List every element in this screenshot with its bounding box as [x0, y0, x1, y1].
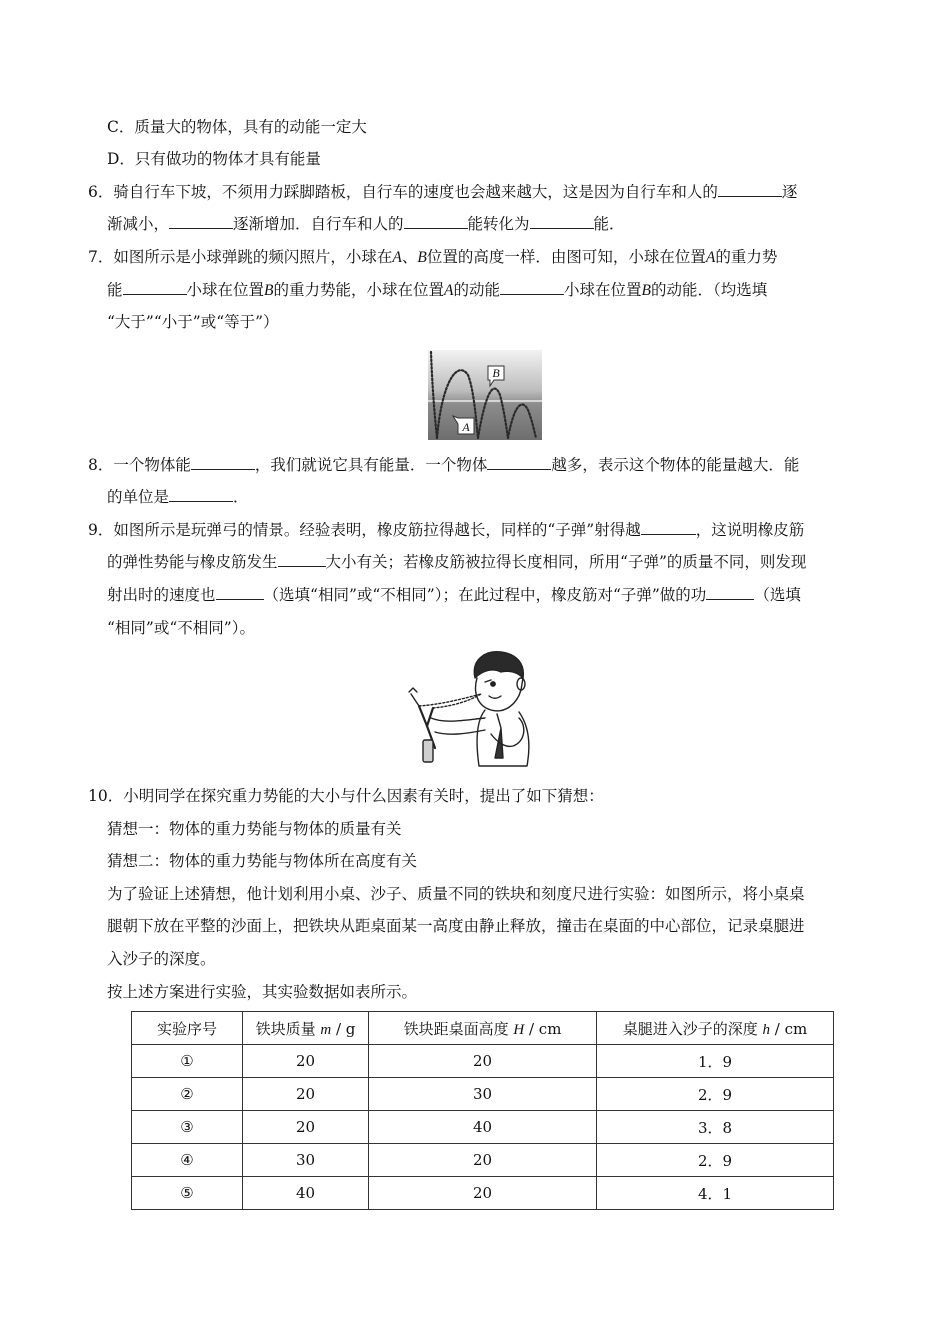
answer-blank[interactable]	[123, 280, 187, 295]
table-row	[132, 1111, 834, 1144]
q7-line3: “大于”“小于”或“等于”）	[107, 313, 279, 331]
bouncing-ball-figure	[428, 350, 542, 440]
q10-guess1: 猜想一：物体的重力势能与物体的质量有关	[107, 820, 402, 838]
header-mass: 铁块质量 m / g	[243, 1012, 369, 1045]
bouncing-ball-photo	[428, 350, 542, 440]
cell-trial: ②	[132, 1078, 243, 1111]
q10-para-line4: 按上述方案进行实验，其实验数据如表所示。	[107, 983, 418, 1001]
option-d: D．只有做功的物体才具有能量	[107, 150, 321, 168]
option-c: C．质量大的物体，具有的动能一定大	[107, 118, 367, 136]
table-row	[132, 1144, 834, 1177]
answer-blank[interactable]	[404, 214, 468, 229]
cell-mass: 20	[243, 1045, 369, 1078]
answer-blank[interactable]	[641, 520, 696, 535]
slingshot-figure	[405, 648, 540, 773]
slingshot-boy-illustration	[405, 648, 540, 773]
table-row	[132, 1177, 834, 1210]
answer-blank[interactable]	[216, 585, 264, 600]
cell-depth: 2．9	[597, 1144, 834, 1177]
cell-height: 20	[369, 1144, 597, 1177]
answer-blank[interactable]	[487, 455, 551, 470]
answer-blank[interactable]	[718, 182, 782, 197]
label-a-text: A	[462, 420, 470, 434]
q9-line2: 的弹性势能与橡皮筋发生 大小有关；若橡皮筋被拉得长度相同，所用“子弹”的质量不同，则发现	[107, 553, 807, 571]
cell-height: 30	[369, 1078, 597, 1111]
answer-blank[interactable]	[169, 214, 233, 229]
table-header-row	[132, 1012, 834, 1045]
header-height: 铁块距桌面高度 H / cm	[369, 1012, 597, 1045]
cell-height: 40	[369, 1111, 597, 1144]
answer-blank[interactable]	[191, 455, 255, 470]
cell-trial: ①	[132, 1045, 243, 1078]
q8-line2: 的单位是 ．	[107, 488, 249, 506]
q10-para-line2: 腿朝下放在平整的沙面上，把铁块从距桌面某一高度由静止释放，撞击在桌面的中心部位，记录桌腿进	[107, 917, 805, 935]
answer-blank[interactable]	[278, 552, 326, 567]
cell-depth: 4．1	[597, 1177, 834, 1210]
q9-line3: 射出时的速度也 （选填“相同”或“不相同”）；在此过程中，橡皮筋对“子弹”做的功 （选填	[107, 586, 801, 604]
q6-line2: 渐减小， 逐渐增加．自行车和人的 能转化为 能．	[107, 215, 625, 233]
cell-depth: 1．9	[597, 1045, 834, 1078]
cell-mass: 30	[243, 1144, 369, 1177]
cell-depth: 2．9	[597, 1078, 834, 1111]
cell-mass: 20	[243, 1111, 369, 1144]
table-row	[132, 1078, 834, 1111]
cell-depth: 3．8	[597, 1111, 834, 1144]
q9-line1: 9．如图所示是玩弹弓的情景。经验表明，橡皮筋拉得越长，同样的“子弹”射得越 ，这说明橡皮筋	[88, 521, 805, 539]
answer-blank[interactable]	[169, 487, 233, 502]
q10-guess2: 猜想二：物体的重力势能与物体所在高度有关	[107, 852, 418, 870]
q10-para-line3: 入沙子的深度。	[107, 950, 216, 968]
answer-blank[interactable]	[500, 280, 564, 295]
q7-line2: 能 小球在位置B的重力势能，小球在位置A的动能 小球在位置B的动能．（均选填	[107, 281, 768, 299]
cell-height: 20	[369, 1045, 597, 1078]
cell-mass: 20	[243, 1078, 369, 1111]
q9-line4: “相同”或“不相同”）。	[107, 619, 255, 637]
cell-height: 20	[369, 1177, 597, 1210]
q6-line1: 6．骑自行车下坡，不须用力踩脚踏板，自行车的速度也会越来越大，这是因为自行车和人的 逐	[88, 183, 798, 201]
q8-line1: 8．一个物体能 ，我们就说它具有能量．一个物体 越多，表示这个物体的能量越大．能	[88, 456, 800, 474]
experiment-data-table	[131, 1011, 834, 1210]
cell-trial: ④	[132, 1144, 243, 1177]
label-b-text: B	[492, 366, 500, 380]
answer-blank[interactable]	[530, 214, 594, 229]
q10-para-line1: 为了验证上述猜想，他计划利用小桌、沙子、质量不同的铁块和刻度尺进行实验：如图所示，将小桌桌	[107, 885, 805, 903]
q7-line1: 7．如图所示是小球弹跳的频闪照片，小球在A、B位置的高度一样．由图可知，小球在位置A的重力势	[88, 248, 778, 266]
q10-title: 10．小明同学在探究重力势能的大小与什么因素有关时，提出了如下猜想：	[88, 787, 604, 805]
header-depth: 桌腿进入沙子的深度 h / cm	[597, 1012, 834, 1045]
cell-trial: ③	[132, 1111, 243, 1144]
table-row	[132, 1045, 834, 1078]
cell-trial: ⑤	[132, 1177, 243, 1210]
answer-blank[interactable]	[706, 585, 754, 600]
cell-mass: 40	[243, 1177, 369, 1210]
header-trial-number: 实验序号	[132, 1012, 243, 1045]
